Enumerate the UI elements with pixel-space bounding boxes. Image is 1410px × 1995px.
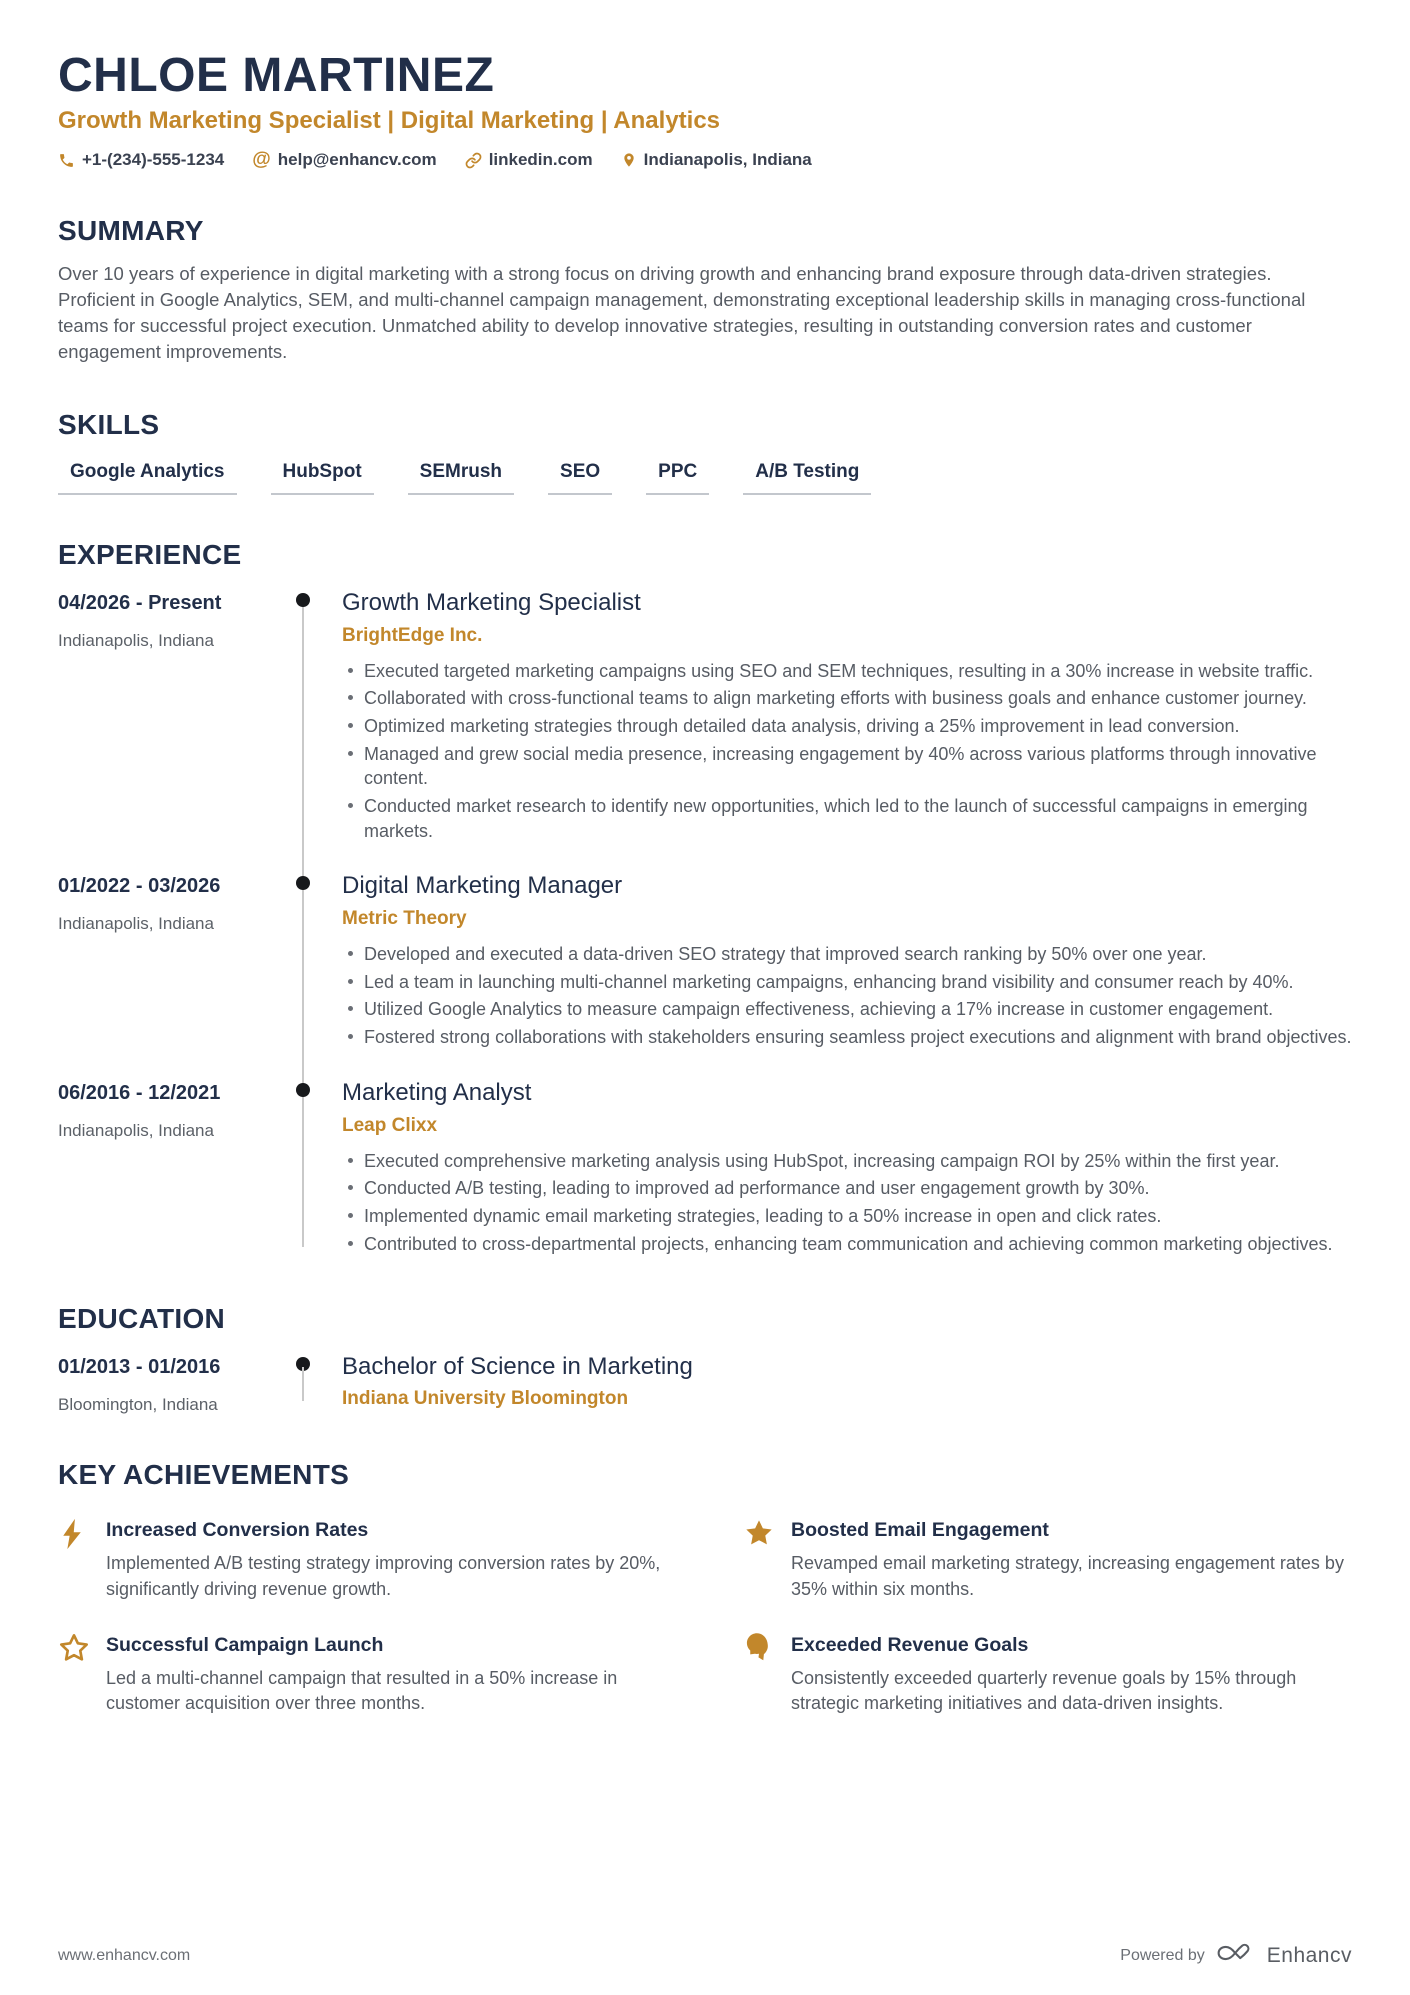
timeline-dot: [296, 1083, 310, 1097]
job-title: Growth Marketing Specialist: [342, 588, 641, 616]
achievement-body: [791, 1515, 1352, 1601]
experience-entry: [58, 1079, 1352, 1260]
summary-section: [58, 215, 1352, 365]
contact-location: [621, 150, 812, 170]
achievement-text: Consistently exceeded quarterly revenue goals by 15% through strategic marketing initiatives and data-driven insights.: [791, 1667, 1297, 1713]
job-bullet: Led a team in launching multi-channel marketing campaigns, enhancing brand visibility and consumer reach by 40%.: [342, 970, 1352, 995]
contact-phone-text: +1-(234)-555-1234: [82, 150, 225, 169]
contact-location-text: Indianapolis, Indiana: [643, 150, 812, 169]
school-name: Indiana University Bloomington: [342, 1388, 629, 1410]
link-icon: [465, 152, 482, 169]
experience-entry-body: [324, 589, 1352, 847]
experience-heading: EXPERIENCE: [58, 538, 242, 570]
job-bullet: Fostered strong collaborations with stakeholders ensuring seamless project executions and alignment with brand objectives.: [342, 1025, 1352, 1050]
contact-email-text: help@enhancv.com: [277, 150, 437, 169]
job-bullet: Implemented dynamic email marketing strategies, leading to a 50% increase in open and click rates.: [342, 1204, 1352, 1229]
timeline-cell: [280, 1353, 324, 1415]
star-outline-icon: [58, 1630, 106, 1716]
education-dates: 01/2013 - 01/2016: [58, 1356, 221, 1379]
summary-text: Over 10 years of experience in digital marketing with a strong focus on driving growth and enhancing brand exposure through data-driven strategies. Proficient in Google Analytics, SEM, and multi-channel campaign management, demonstrating exceptional leadership skills in managing cross-functional teams for successful project execution. Unmatched ability to develop innovative strategies, resulting in outstanding conversion rates and customer engagement improvements.: [58, 263, 1306, 362]
job-title: Marketing Analyst: [342, 1078, 532, 1106]
summary-heading: SUMMARY: [58, 215, 204, 246]
achievements-section: [58, 1459, 1352, 1744]
education-entry-meta: [58, 1353, 280, 1415]
experience-dates: 06/2016 - 12/2021: [58, 1081, 221, 1104]
experience-timeline: [58, 589, 1352, 1260]
job-company: Metric Theory: [342, 908, 467, 930]
job-bullet: Conducted A/B testing, leading to improved ad performance and user engagement growth by 30%.: [342, 1176, 1352, 1201]
lightning-icon: [58, 1515, 106, 1601]
achievement-item: [743, 1630, 1352, 1716]
skill-chip: PPC: [646, 461, 709, 495]
achievement-item: [58, 1630, 667, 1716]
achievements-grid: [58, 1515, 1352, 1744]
job-company: BrightEdge Inc.: [342, 624, 483, 646]
education-heading: EDUCATION: [58, 1303, 226, 1335]
experience-section: [58, 539, 1352, 1260]
enhancv-brand-name: Enhancv: [1266, 1943, 1352, 1967]
achievement-title: Exceeded Revenue Goals: [791, 1633, 1029, 1656]
achievement-text: Implemented A/B testing strategy improving conversion rates by 20%, significantly driving revenue growth.: [106, 1553, 661, 1599]
candidate-headline: Growth Marketing Specialist | Digital Marketing | Analytics: [58, 107, 721, 134]
powered-by-badge[interactable]: [1120, 1942, 1352, 1969]
job-bullet: Conducted market research to identify new opportunities, which led to the launch of successful campaigns in emerging markets.: [342, 794, 1352, 843]
contact-linkedin-text: linkedin.com: [488, 150, 593, 169]
contact-email[interactable]: [252, 149, 436, 171]
education-location: Bloomington, Indiana: [58, 1395, 218, 1415]
job-bullet: Executed targeted marketing campaigns using SEO and SEM techniques, resulting in a 30% increase in website traffic.: [342, 659, 1352, 684]
experience-dates: 01/2022 - 03/2026: [58, 875, 221, 898]
achievements-column-left: [58, 1515, 667, 1744]
skills-heading: SKILLS: [58, 408, 160, 440]
experience-entry-meta: [58, 1079, 280, 1260]
skill-chip: SEMrush: [408, 461, 514, 495]
achievement-text: Revamped email marketing strategy, increasing engagement rates by 35% within six months.: [791, 1553, 1344, 1599]
enhancv-logo-icon: [1215, 1942, 1257, 1969]
achievement-title: Successful Campaign Launch: [106, 1633, 384, 1656]
experience-entry: [58, 589, 1352, 847]
skill-chip: HubSpot: [271, 461, 374, 495]
job-bullet: Executed comprehensive marketing analysis using HubSpot, increasing campaign ROI by 25% within the first year.: [342, 1149, 1352, 1174]
experience-dates: 04/2026 - Present: [58, 591, 222, 614]
job-bullet: Managed and grew social media presence, increasing engagement by 40% across various platforms through innovative content.: [342, 742, 1352, 791]
experience-location: Indianapolis, Indiana: [58, 630, 214, 650]
achievements-heading: KEY ACHIEVEMENTS: [58, 1459, 350, 1491]
experience-entry-body: [324, 1079, 1352, 1260]
timeline-cell: [280, 872, 324, 1053]
timeline-cell: [280, 1079, 324, 1260]
timeline-dot: [296, 1357, 310, 1371]
experience-entry-meta: [58, 872, 280, 1053]
achievement-item: [58, 1515, 667, 1601]
contact-row: [58, 149, 1352, 171]
job-bullet: Utilized Google Analytics to measure campaign effectiveness, achieving a 17% increase in customer engagement.: [342, 997, 1352, 1022]
achievement-body: [106, 1630, 667, 1716]
achievement-text: Led a multi-channel campaign that resulted in a 50% increase in customer acquisition over three months.: [106, 1667, 618, 1713]
experience-location: Indianapolis, Indiana: [58, 914, 214, 934]
job-bullet: Collaborated with cross-functional teams to align marketing efforts with business goals and enhance customer journey.: [342, 686, 1352, 711]
degree-title: Bachelor of Science in Marketing: [342, 1353, 693, 1381]
candidate-name: CHLOE MARTINEZ: [58, 49, 495, 102]
skill-chip: Google Analytics: [58, 461, 237, 495]
contact-linkedin[interactable]: [465, 150, 593, 170]
skill-chip: SEO: [548, 461, 612, 495]
job-company: Leap Clixx: [342, 1114, 438, 1136]
job-bullets: [342, 942, 1352, 1050]
experience-location: Indianapolis, Indiana: [58, 1120, 214, 1140]
timeline-dot: [296, 593, 310, 607]
timeline-cell: [280, 589, 324, 847]
footer-website-link[interactable]: www.enhancv.com: [58, 1946, 191, 1964]
phone-icon: [58, 152, 75, 169]
job-bullets: [342, 659, 1352, 844]
skills-row: [58, 461, 1352, 495]
achievement-body: [791, 1630, 1352, 1716]
page-footer: [58, 1942, 1352, 1969]
achievement-title: Boosted Email Engagement: [791, 1519, 1049, 1542]
education-entry-body: [324, 1353, 1352, 1415]
head-icon: [743, 1630, 791, 1716]
star-filled-icon: [743, 1515, 791, 1601]
education-entry: [58, 1353, 1352, 1415]
job-bullet: Developed and executed a data-driven SEO strategy that improved search ranking by 50% over one year.: [342, 942, 1352, 967]
timeline-dot: [296, 876, 310, 890]
at-icon: @: [252, 149, 271, 170]
job-title: Digital Marketing Manager: [342, 872, 623, 900]
experience-entry: [58, 872, 1352, 1053]
achievement-title: Increased Conversion Rates: [106, 1519, 369, 1542]
achievement-body: [106, 1515, 667, 1601]
contact-phone[interactable]: [58, 150, 224, 170]
achievements-column-right: [743, 1515, 1352, 1744]
skills-section: [58, 409, 1352, 495]
experience-entry-body: [324, 872, 1352, 1053]
achievement-item: [743, 1515, 1352, 1601]
location-icon: [621, 151, 637, 169]
job-bullet: Contributed to cross-departmental projects, enhancing team communication and achieving common marketing objectives.: [342, 1232, 1352, 1257]
powered-by-label: Powered by: [1120, 1946, 1205, 1964]
experience-entry-meta: [58, 589, 280, 847]
job-bullet: Optimized marketing strategies through detailed data analysis, driving a 25% improvement in lead conversion.: [342, 714, 1352, 739]
job-bullets: [342, 1149, 1352, 1257]
education-timeline: [58, 1353, 1352, 1415]
education-section: [58, 1303, 1352, 1415]
skill-chip: A/B Testing: [743, 461, 871, 495]
resume-header: [58, 48, 1352, 171]
